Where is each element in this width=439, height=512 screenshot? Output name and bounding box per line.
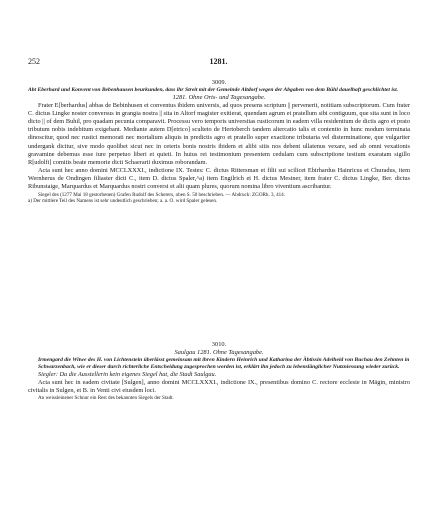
document-text <box>28 102 410 192</box>
seal-note: An weissleinener Schnur ein Rest des bekannten Siegels der Stadt. <box>38 395 174 402</box>
acta-paragraph: Acta sunt hec in eadem civitate [Sulgen], anno domini MCCLXXXI., indictione IX., presentibus domino C. rectore ecclesie in Mägin, ministro civitalis in Sulgen, et B. in Venti civi eiusdem loci. <box>28 378 410 394</box>
document-text <box>28 371 410 395</box>
document-number: 3009. <box>211 79 227 86</box>
document-3009 <box>28 79 410 204</box>
page-header <box>28 57 409 67</box>
running-year: 1281. <box>209 57 228 66</box>
sealer-line: Siegler: Da die Ausstellerin kein eigenes Siegel hat, die Stadt Saulgau. <box>38 370 217 378</box>
seal-note: Siegel des (1277 Mai 18 gestorbenen) Grafen Rudolf des Scherers, oben S. 50 beschrieben. — Abdruck: ZGORh. 3, 414. <box>38 191 285 198</box>
document-headline: Irmengard die Witwe des H. von Lichtenstein überlässt gemeinsam mit ihren Kindern Heinrich und Katharina der Äbtissin Adelheid von Buchau den Zehnten in Schwarzenbach, wie er dieser durch richterliche Entscheidung zugesprochen worden ist, erklärt ihn jedoch zu lebenslänglicher Nutzniessung wieder zurück. <box>38 357 410 370</box>
footnote: a) Der mittlere Teil des Namens ist sehr undeutlich geschrieben; a. a. O. wird Spaler gelesen. <box>28 197 218 204</box>
date-line: 1281. Ohne Orts- und Tagesangabe. <box>172 93 266 101</box>
document-number: 3010. <box>211 341 227 348</box>
date-line: Saulgau 1281. Ohne Tagesangabe. <box>174 349 264 356</box>
document-headline: Abt Eberhard und Konvent von Bebenhausen beurkunden, dass ihr Streit mit der Gemeinde Altdorf wegen der Abgaben von dem Bühl dauelhaft geschlichtet ist. <box>28 87 399 93</box>
main-text: Frater E[berhardus] abbas de Bebinhusen et conventus ibidem universis, ad quos presens scriptum || pervenerit, notitiam subscriptorum. Cum frater C. dictus Lingke noster conversus in grangia nostra || sita in Altorf magister exitierat, quendam agrum et pratellum sibi contiguum, que sita sunt in loco dicto || of dem Buhil, pro quadam pecunia comparavit. Processu vero temporis universitas rusticorum in eadem villa residentium de dictis agro et prato tributum nobis indebitum exigebant. Mediante autem D[etrico] sculteto de Hertoberch tandem altercatio talis et contentio in hunc modum terminata dinoscitur, quod nec rustici memorati nec mortalium aliquis in predictis agro et pratello super exactione tributaria vel disterminatione, que vulgariter undergank dicitur, sive modo quolibet sicut nec in ceteris bonis nostris ibidem et alibi sitis nos debent ullatenus vexare, sed ab omni vexationis gravamine debemus esse iure perpetuo liberi et quieti. In huius rei testimonium presentem cedulam cum subscriptione testium exaratam sigillo R[udolfi] comitis beate memorie dicti Schaerarii duximus roborandam. <box>28 101 410 166</box>
document-3010 <box>28 341 410 401</box>
acta-paragraph: Acta sunt hec anno domini MCCLXXXI., indictione IX. Testes: C. dictus Rittersman et filii sui scilicet Ebirhardus Hainricus et Churadus, item Wernherus de Ondingen filiaster dicti C., item D. dictus Spaler,^a) item Engilrich et H. dictus Mesiner, item frater C. dictus Lingke, Ber. dictus Ribunstaige, Marquardus et Marquardus nostri conversi et alii quam plures, quorum nomina libro viventium ascribantur. <box>28 167 410 191</box>
page-number: 252 <box>28 57 40 66</box>
